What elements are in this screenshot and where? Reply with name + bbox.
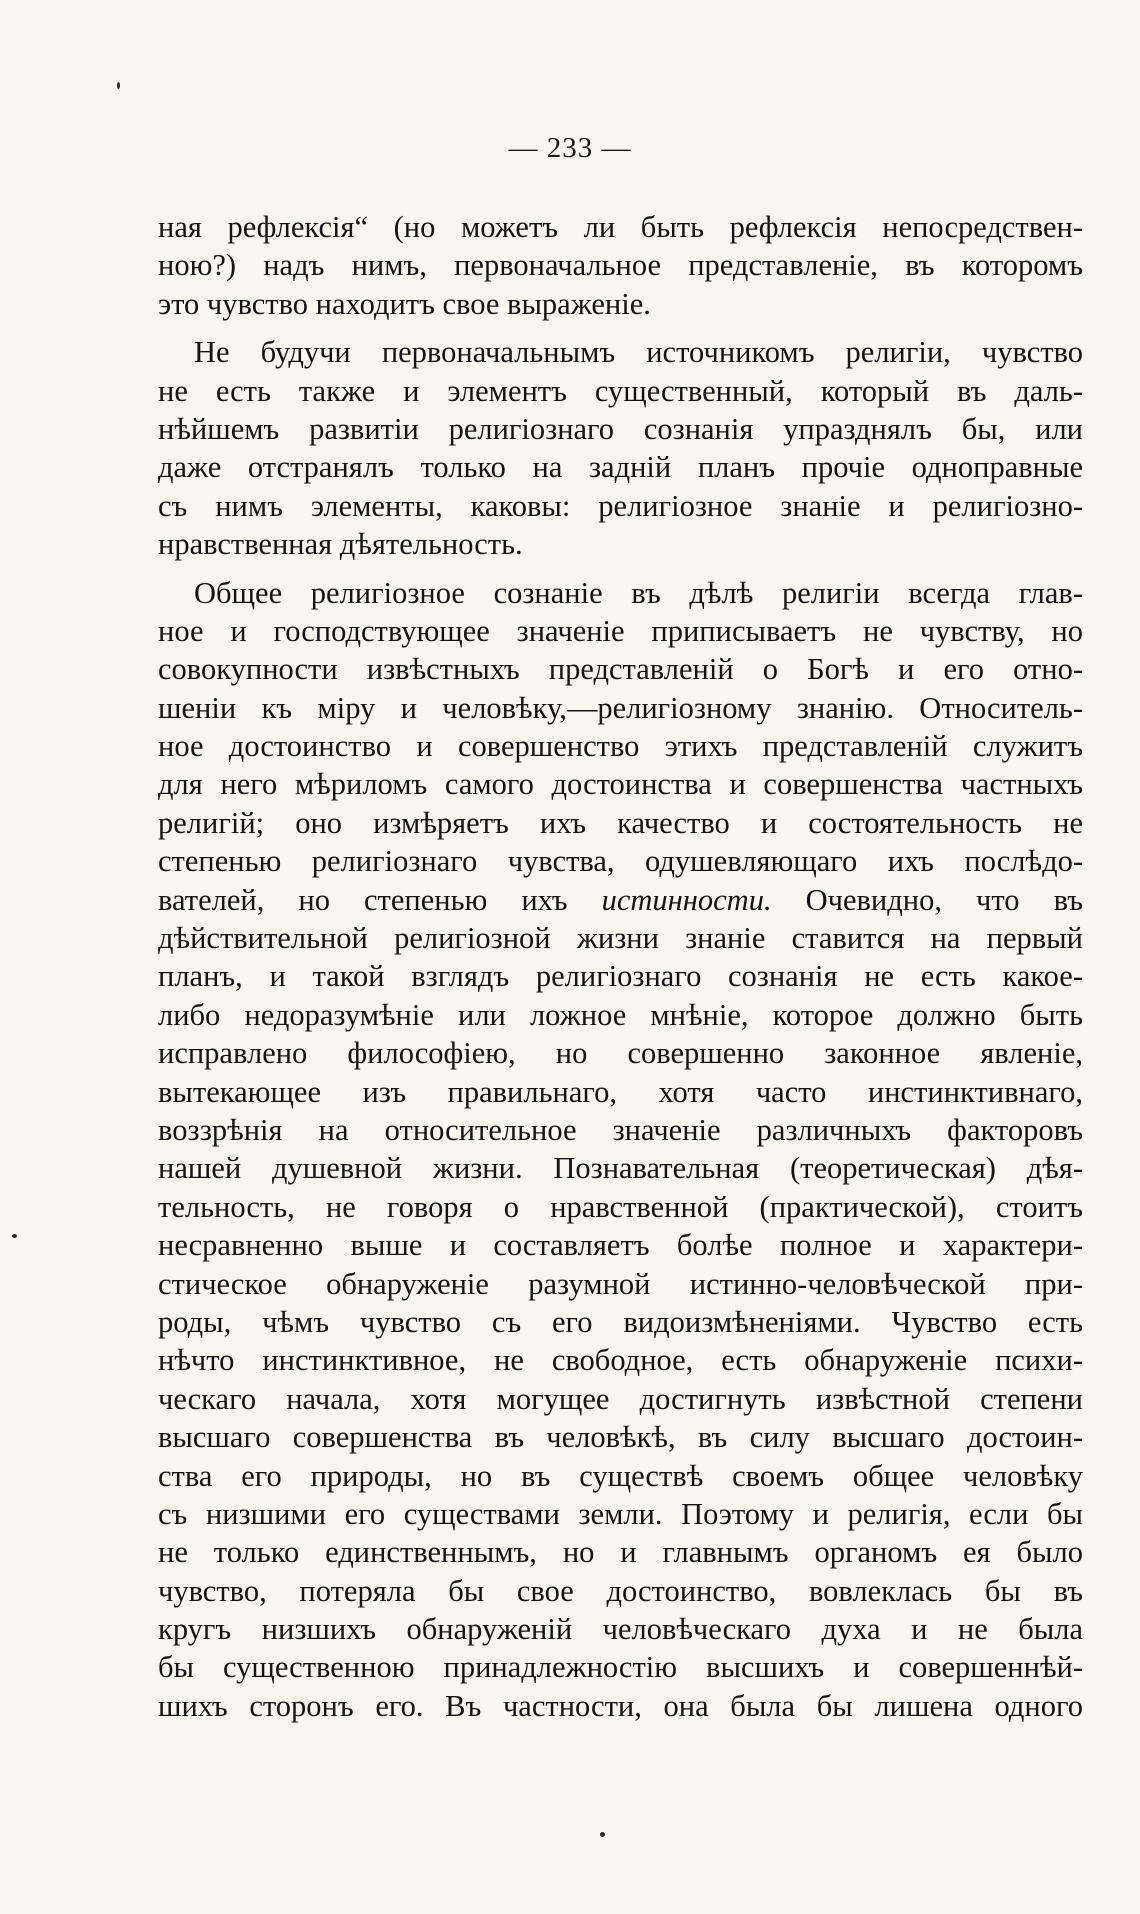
text-line: чувство, потеряла бы свое достоинство, вовлеклась бы въ bbox=[158, 1573, 1083, 1608]
text-line: исправлено философіею, но совершенно законное явленіе, bbox=[158, 1036, 1083, 1071]
text-line: шеніи къ міру и человѣку,—религіозному знанію. Относитель- bbox=[158, 690, 1083, 725]
margin-speck bbox=[12, 1234, 17, 1238]
text-line: ною?) надъ нимъ, первоначальное представленіе, въ которомъ bbox=[158, 248, 1083, 283]
text-line: роды, чѣмъ чувство съ его видоизмѣненіями. Чувство есть bbox=[158, 1304, 1083, 1339]
text-line: шихъ сторонъ его. Въ частности, она была бы лишена одного bbox=[158, 1688, 1083, 1723]
text-line: несравненно выше и составляетъ болѣе полное и характери- bbox=[158, 1228, 1083, 1263]
text-line: съ нимъ элементы, каковы: религіозное знаніе и религіозно- bbox=[158, 488, 1083, 523]
text-line: ное и господствующее значеніе приписываетъ не чувству, но bbox=[158, 613, 1083, 648]
margin-speck bbox=[117, 82, 120, 89]
text-line: это чувство находитъ свое выраженіе. bbox=[158, 286, 651, 321]
text-line: стическое обнаруженіе разумной истинно-человѣческой при- bbox=[158, 1266, 1083, 1301]
text-line: ства его природы, но въ существѣ своемъ общее человѣку bbox=[158, 1458, 1083, 1493]
page-number: — 233 — bbox=[508, 132, 632, 164]
body-text bbox=[158, 208, 1083, 1725]
italic-word: истинности. bbox=[601, 882, 772, 917]
text-line: либо недоразумѣніе или ложное мнѣніе, которое должно быть bbox=[158, 997, 1083, 1032]
text-line: религій; оно измѣряетъ ихъ качество и состоятельность не bbox=[158, 805, 1083, 840]
text-line: совокупности извѣстныхъ представленій о Богѣ и его отно- bbox=[158, 652, 1083, 687]
text-line: не есть также и элементъ существенный, который въ даль- bbox=[158, 373, 1083, 408]
text-line: воззрѣнія на относительное значеніе различныхъ факторовъ bbox=[158, 1112, 1083, 1147]
text-line: нашей душевной жизни. Познавательная (теоретическая) дѣя- bbox=[158, 1151, 1083, 1186]
text-line: высшаго совершенства въ человѣкѣ, въ силу высшаго достоин- bbox=[158, 1420, 1083, 1455]
text-line: степенью религіознаго чувства, одушевляющаго ихъ послѣдо- bbox=[158, 844, 1083, 879]
text-line: нравственная дѣятельность. bbox=[158, 527, 523, 562]
text-line: дѣйствительной религіозной жизни знаніе ставится на первый bbox=[158, 921, 1083, 956]
text-line: планъ, и такой взглядъ религіознаго сознанія не есть какое- bbox=[158, 959, 1083, 994]
text-line: нѣйшемъ развитіи религіознаго сознанія упразднялъ бы, или bbox=[158, 411, 1083, 446]
text-line: тельность, не говоря о нравственной (практической), стоитъ bbox=[158, 1189, 1083, 1224]
text-line: ное достоинство и совершенство этихъ представленій служитъ bbox=[158, 729, 1083, 764]
text-fragment: вателей, но степенью ихъ bbox=[158, 882, 602, 917]
text-fragment: Очевидно, что въ bbox=[771, 882, 1083, 917]
text-line: нѣчто инстинктивное, не свободное, есть обнаруженіе психи- bbox=[158, 1343, 1083, 1378]
text-line: для него мѣриломъ самого достоинства и совершенства частныхъ bbox=[158, 767, 1083, 802]
text-line: ная рефлексія“ (но можетъ ли быть рефлексія непосредствен- bbox=[158, 210, 1083, 244]
text-line: вытекающее изъ правильнаго, хотя часто инстинктивнаго, bbox=[158, 1074, 1083, 1109]
text-line: Не будучи первоначальнымъ источникомъ религіи, чувство bbox=[194, 335, 1083, 370]
margin-speck bbox=[600, 1832, 605, 1837]
text-line: съ низшими его существами земли. Поэтому и религія, если бы bbox=[158, 1496, 1083, 1531]
text-line: ческаго начала, хотя могущее достигнуть извѣстной степени bbox=[158, 1381, 1083, 1416]
text-line: даже отстранялъ только на задній планъ прочіе одноправные bbox=[158, 450, 1083, 485]
text-line: не только единственнымъ, но и главнымъ органомъ ея было bbox=[158, 1535, 1083, 1570]
text-line: бы существенною принадлежностію высшихъ и совершеннѣй- bbox=[158, 1650, 1083, 1685]
text-line: Общее религіозное сознаніе въ дѣлѣ религіи всегда глав- bbox=[194, 575, 1083, 610]
text-line: кругъ низшихъ обнаруженій человѣческаго духа и не была bbox=[158, 1612, 1083, 1647]
text-line-with-italic bbox=[158, 881, 1083, 919]
